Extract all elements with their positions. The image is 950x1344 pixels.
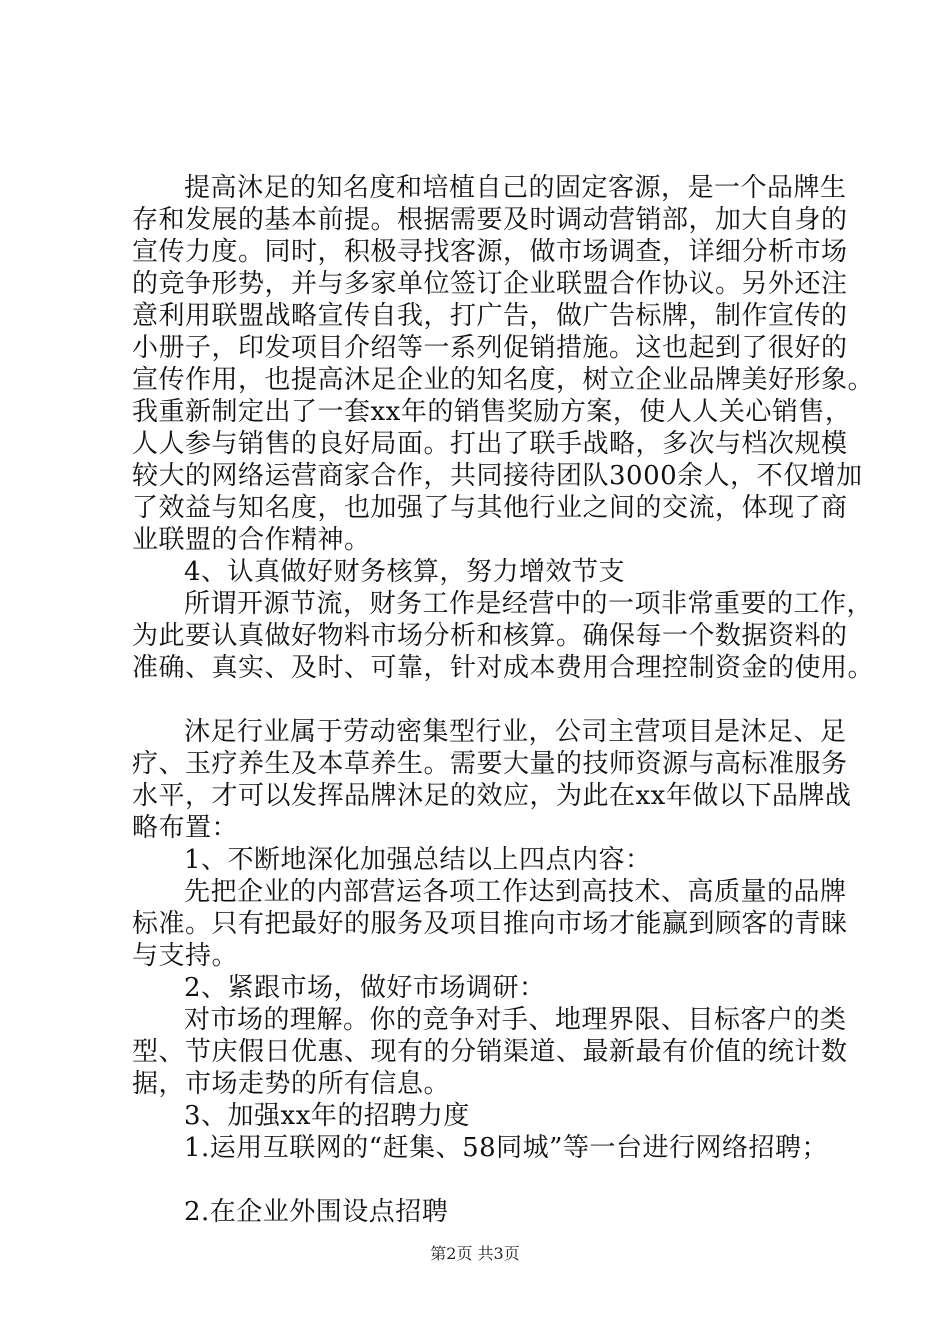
paragraph-line: 准确、真实、及时、可靠，针对成本费用合理控制资金的使用。 xyxy=(132,653,875,683)
paragraph-line: 所谓开源节流，财务工作是经营中的一项非常重要的工作， xyxy=(184,589,874,619)
list-item: 1.运用互联网的“赶集、58同城”等一台进行网络招聘； xyxy=(184,1133,828,1163)
paragraph-line: 了效益与知名度，也加强了与其他行业之间的交流，体现了商 xyxy=(132,493,848,523)
paragraph-line: 宣传作用，也提高沐足企业的知名度，树立企业品牌美好形象。 xyxy=(132,365,875,395)
paragraph-line: 标准。只有把最好的服务及项目推向市场才能赢到顾客的青睐 xyxy=(132,909,848,939)
paragraph-line: 意利用联盟战略宣传自我，打广告，做广告标牌，制作宣传的 xyxy=(132,301,848,331)
paragraph-line: 略布置： xyxy=(132,813,239,843)
paragraph-line: 与支持。 xyxy=(132,941,239,971)
paragraph-line: 宣传力度。同时，积极寻找客源，做市场调查，详细分析市场 xyxy=(132,237,848,267)
paragraph-line: 存和发展的基本前提。根据需要及时调动营销部，加大自身的 xyxy=(132,205,848,235)
section-heading: 2、紧跟市场，做好市场调研： xyxy=(184,973,546,1003)
paragraph-line: 人人参与销售的良好局面。打出了联手战略，多次与档次规模 xyxy=(132,429,848,459)
page-footer: 第2页 共3页 xyxy=(430,1244,520,1263)
paragraph-line: 对市场的理解。你的竞争对手、地理界限、目标客户的类 xyxy=(184,1005,847,1035)
paragraph-line: 据，市场走势的所有信息。 xyxy=(132,1069,451,1099)
paragraph-line: 我重新制定出了一套xx年的销售奖励方案，使人人关心销售， xyxy=(132,397,852,427)
list-item: 2.在企业外围设点招聘 xyxy=(184,1197,449,1227)
paragraph-line: 沐足行业属于劳动密集型行业，公司主营项目是沐足、足 xyxy=(184,717,847,747)
paragraph-line: 的竞争形势，并与多家单位签订企业联盟合作协议。另外还注 xyxy=(132,269,848,299)
paragraph-line: 疗、玉疗养生及本草养生。需要大量的技师资源与高标准服务 xyxy=(132,749,848,779)
paragraph-line: 先把企业的内部营运各项工作达到高技术、高质量的品牌 xyxy=(184,877,847,907)
paragraph-line: 业联盟的合作精神。 xyxy=(132,525,371,555)
paragraph-line: 提高沐足的知名度和培植自己的固定客源，是一个品牌生 xyxy=(184,173,847,203)
paragraph-line: 较大的网络运营商家合作，共同接待团队3000余人，不仅增加 xyxy=(132,461,863,491)
paragraph-line: 型、节庆假日优惠、现有的分销渠道、最新最有价值的统计数 xyxy=(132,1037,848,1067)
section-heading: 1、不断地深化加强总结以上四点内容： xyxy=(184,845,652,875)
section-heading: 4、认真做好财务核算，努力增效节支 xyxy=(184,557,626,587)
paragraph-line: 小册子，印发项目介绍等一系列促销措施。这也起到了很好的 xyxy=(132,333,848,363)
paragraph-line: 水平，才可以发挥品牌沐足的效应，为此在xx年做以下品牌战 xyxy=(132,781,852,811)
section-heading: 3、加强xx年的招聘力度 xyxy=(184,1101,470,1131)
paragraph-line: 为此要认真做好物料市场分析和核算。确保每一个数据资料的 xyxy=(132,621,848,651)
